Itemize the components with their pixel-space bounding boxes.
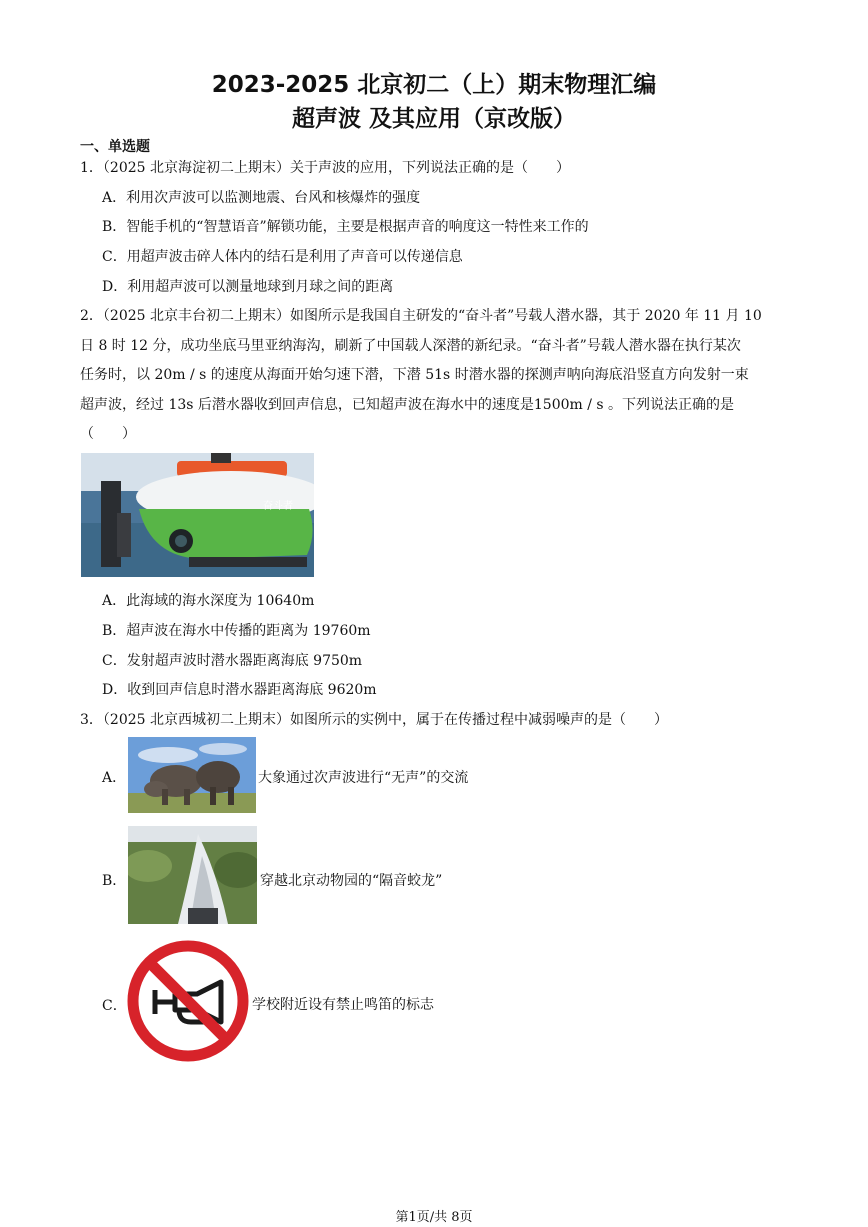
submarine-name-label: 奋斗者 [263,501,293,512]
q3-option-c-letter: C． [102,998,127,1014]
no-horn-icon [127,940,249,1062]
q2-stem-line1: 2．（2025 北京丰台初二上期末）如图所示是我国自主研发的“奋斗者”号载人潜水器，其于 2020 年 11 月 10 [80,308,762,324]
no-honking-sign [127,940,249,1062]
sound-barrier-tunnel-photo [128,826,257,924]
document-title-line1: 2023-2025 北京初二（上）期末物理汇编 [211,72,657,98]
elephants-photo [128,737,256,813]
q2-stem-line3: 任务时，以 20m / s 的速度从海面开始匀速下潜，下潜 51s 时潜水器的探测声呐向海底沿竖直方向发射一束 [80,367,749,383]
submarine-photo [81,453,314,577]
q2-stem-line2: 日 8 时 12 分，成功坐底马里亚纳海沟，刷新了中国载人深潜的新纪录。“奋斗者”号载人潜水器在执行某次 [80,338,741,354]
q3-option-a-text: 大象通过次声波进行“无声”的交流 [258,770,469,786]
submarine-illustration [81,453,314,577]
q1-option-d: D．利用超声波可以测量地球到月球之间的距离 [102,279,394,295]
q3-option-c-text: 学校附近设有禁止鸣笛的标志 [252,997,434,1013]
q3-option-b-text: 穿越北京动物园的“隔音蛟龙” [260,873,443,889]
q2-option-d: D．收到回声信息时潜水器距离海底 9620m [102,682,377,698]
q2-option-a: A．此海域的海水深度为 10640m [102,593,315,609]
document-title-line2: 超声波 及其应用（京改版） [291,106,576,132]
q2-stem-line4: 超声波，经过 13s 后潜水器收到回声信息，已知超声波在海水中的速度是1500m / s 。下列说法正确的是 [80,397,735,413]
q1-stem: 1．（2025 北京海淀初二上期末）关于声波的应用，下列说法正确的是（ ） [80,160,570,176]
q3-stem: 3．（2025 北京西城初二上期末）如图所示的实例中，属于在传播过程中减弱噪声的是（ ） [80,712,668,728]
q1-option-c: C．用超声波击碎人体内的结石是利用了声音可以传递信息 [102,249,463,265]
q1-option-b: B．智能手机的“智慧语音”解锁功能，主要是根据声音的响度这一特性来工作的 [102,219,589,235]
q2-option-c: C．发射超声波时潜水器距离海底 9750m [102,653,363,669]
q3-option-a-letter: A． [102,770,127,786]
tunnel-illustration [128,826,257,924]
page-footer: 第1页/共 8页 [395,1210,473,1225]
q3-option-b-letter: B． [102,873,127,889]
q2-option-b: B．超声波在海水中传播的距离为 19760m [102,623,371,639]
q1-option-a: A．利用次声波可以监测地震、台风和核爆炸的强度 [102,190,421,206]
elephants-illustration [128,737,256,813]
q2-stem-line5: （ ） [80,426,136,442]
section-heading: 一、单选题 [80,139,150,155]
